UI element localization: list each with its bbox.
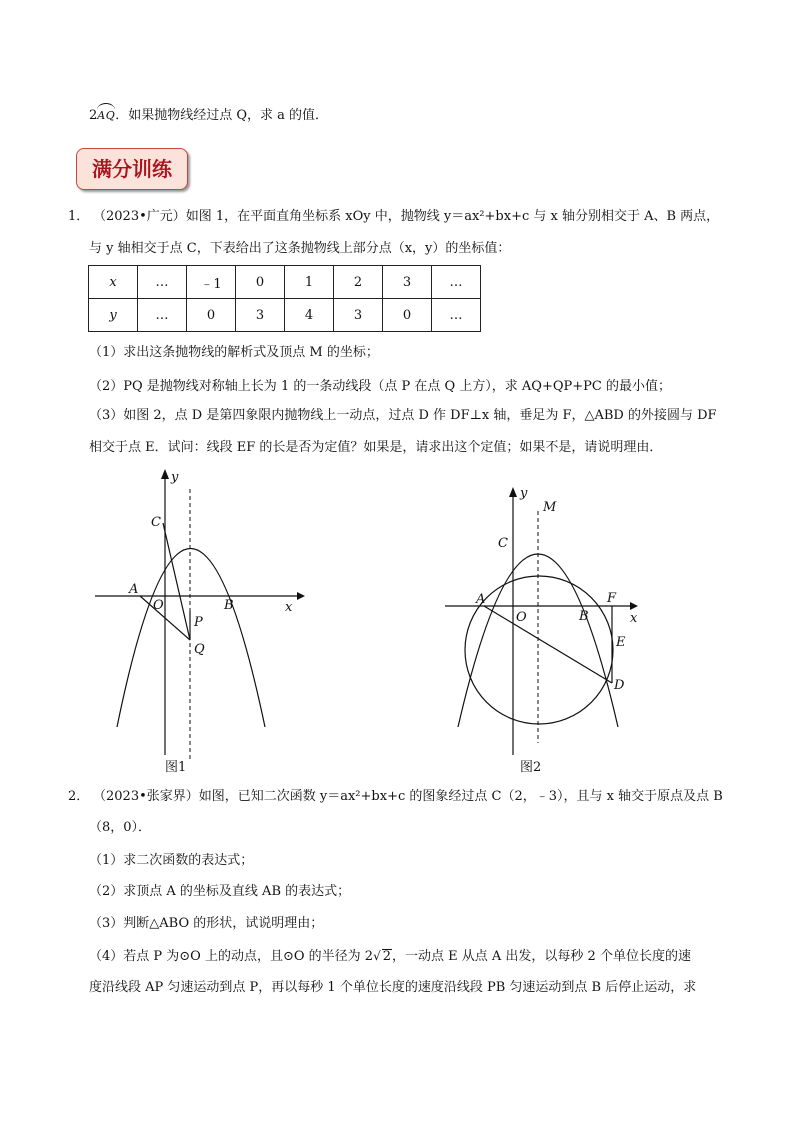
q1-part3: （3）如图 2，点 D 是第四象限内抛物线上一动点，过点 D 作 DF⊥x 轴，垂足为 F，△ABD 的外接圆与 DF bbox=[89, 408, 717, 423]
segment-ad bbox=[484, 606, 612, 683]
figure1-caption: 图1 bbox=[165, 760, 187, 775]
parabola-curve bbox=[117, 549, 265, 728]
sqrt-radicand: 2 bbox=[382, 949, 391, 964]
label-b: B bbox=[579, 609, 589, 624]
label-y: y bbox=[171, 470, 179, 485]
q2-part3: （3）判断△ABO 的形状，试说明理由； bbox=[89, 916, 324, 931]
figure2-caption: 图2 bbox=[520, 760, 542, 775]
table-cell: 3 bbox=[236, 299, 285, 332]
table-cell: … bbox=[138, 266, 187, 299]
table-cell: y bbox=[89, 299, 138, 332]
table-cell: … bbox=[138, 299, 187, 332]
q2-stem-line1: （2023•张家界）如图，已知二次函数 y＝ax²+bx+c 的图象经过点 C（2，﹣3），且与 x 轴交于原点及点 B bbox=[93, 789, 723, 804]
q2-stem-line2: （8，0）． bbox=[89, 820, 152, 835]
q2-part2: （2）求顶点 A 的坐标及直线 AB 的表达式； bbox=[89, 884, 351, 899]
section-badge bbox=[76, 148, 188, 190]
label-e: E bbox=[616, 635, 626, 650]
table-row bbox=[89, 299, 481, 332]
label-x: x bbox=[285, 600, 293, 615]
segment-cq bbox=[163, 523, 190, 640]
table-cell: … bbox=[432, 266, 481, 299]
sqrt-sign: √ bbox=[373, 949, 381, 963]
label-b: B bbox=[224, 598, 234, 613]
circumcircle bbox=[465, 576, 613, 724]
label-a: A bbox=[476, 592, 486, 607]
label-y: y bbox=[520, 486, 528, 501]
label-o: O bbox=[516, 610, 527, 625]
table-cell: 3 bbox=[334, 299, 383, 332]
label-x: x bbox=[630, 611, 638, 626]
q1-figure2 bbox=[440, 475, 655, 780]
q1-figure1 bbox=[85, 465, 315, 780]
section-title: 满分训练 bbox=[92, 157, 172, 181]
table-cell: 2 bbox=[334, 266, 383, 299]
q2-part4-text-a: （4）若点 P 为⊙O 上的动点，且⊙O 的半径为 2 bbox=[89, 949, 374, 964]
table-cell: 0 bbox=[383, 299, 432, 332]
table-cell: 0 bbox=[187, 299, 236, 332]
table-cell: 4 bbox=[285, 299, 334, 332]
label-a: A bbox=[129, 582, 139, 597]
q1-stem-line1: （2023•广元）如图 1，在平面直角坐标系 xOy 中，抛物线 y＝ax²+bx+c 与 x 轴分别相交于 A、B 两点， bbox=[93, 209, 720, 224]
q1-part3-cont: 相交于点 E．试问：线段 EF 的长是否为定值？如果是，请求出这个定值；如果不是，请说明理由． bbox=[89, 440, 663, 455]
label-p: P bbox=[194, 615, 203, 630]
label-f: F bbox=[607, 591, 617, 606]
q2-part4-text-b: ，一动点 E 从点 A 出发，以每秒 2 个单位长度的速 bbox=[392, 949, 691, 964]
q2-part4-cont: 度沿线段 AP 匀速运动到点 P，再以每秒 1 个单位长度的速度沿线段 PB 匀速运动到点 B 后停止运动，求 bbox=[89, 980, 697, 995]
table-cell: … bbox=[432, 299, 481, 332]
table-cell: x bbox=[89, 266, 138, 299]
table-row bbox=[89, 266, 481, 299]
label-d: D bbox=[614, 678, 625, 693]
arc-coefficient: 2 bbox=[89, 108, 98, 123]
x-arrow bbox=[630, 602, 638, 610]
table-cell: 1 bbox=[285, 266, 334, 299]
x-arrow bbox=[297, 592, 305, 600]
q1-part2: （2）PQ 是抛物线对称轴上长为 1 的一条动线段（点 P 在点 Q 上方），求 AQ+QP+PC 的最小值； bbox=[89, 379, 671, 394]
previous-question-tail bbox=[89, 106, 328, 126]
label-c: C bbox=[498, 536, 508, 551]
q1-value-table bbox=[88, 265, 481, 332]
q2-part4 bbox=[89, 946, 691, 967]
q1-part1: （1）求出这条抛物线的解析式及顶点 M 的坐标； bbox=[89, 345, 379, 360]
table-cell: ﹣1 bbox=[187, 266, 236, 299]
q1-number: 1． bbox=[68, 209, 90, 224]
q1-stem-line2: 与 y 轴相交于点 C，下表给出了这条抛物线上部分点（x，y）的坐标值： bbox=[89, 241, 511, 256]
q2-number: 2． bbox=[68, 789, 90, 804]
y-arrow bbox=[509, 487, 517, 497]
table-cell: 3 bbox=[383, 266, 432, 299]
label-o: O bbox=[153, 598, 164, 613]
arc-aq: AQ bbox=[97, 106, 115, 126]
label-m: M bbox=[543, 500, 557, 515]
previous-question-text: ．如果抛物线经过点 Q，求 a 的值． bbox=[115, 108, 329, 123]
label-q: Q bbox=[194, 642, 205, 657]
table-cell: 0 bbox=[236, 266, 285, 299]
y-arrow bbox=[161, 469, 169, 479]
q2-part1: （1）求二次函数的表达式； bbox=[89, 853, 254, 868]
label-c: C bbox=[151, 515, 161, 530]
